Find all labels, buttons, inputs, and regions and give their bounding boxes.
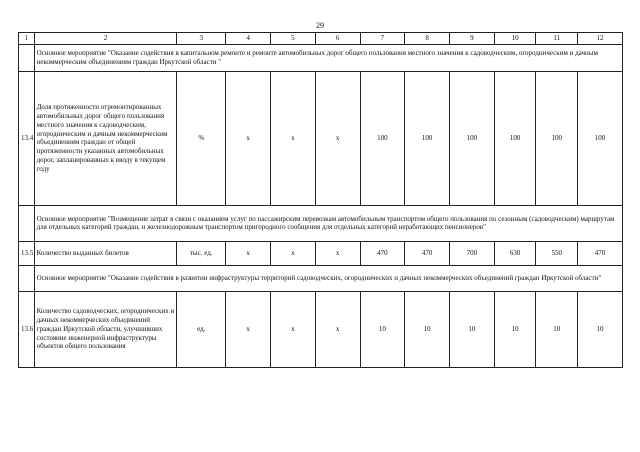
- page-number: 29: [316, 21, 324, 30]
- indicator-name: Количество выданных билетов: [34, 241, 177, 265]
- unit-cell: %: [177, 71, 226, 205]
- col-header: 4: [226, 33, 271, 45]
- row-number: 13.6: [19, 291, 35, 367]
- value-cell: х: [315, 241, 360, 265]
- row-number: 13.4: [19, 71, 35, 205]
- col-header: 8: [405, 33, 450, 45]
- value-cell: 100: [494, 71, 536, 205]
- value-cell: х: [270, 291, 315, 367]
- value-cell: 700: [450, 241, 495, 265]
- value-cell: 10: [494, 291, 536, 367]
- value-cell: 10: [360, 291, 405, 367]
- value-cell: 470: [360, 241, 405, 265]
- unit-cell: тыс. ед.: [177, 241, 226, 265]
- header-row: [19, 33, 623, 45]
- col-header: 2: [34, 33, 177, 45]
- section-row: [19, 205, 623, 241]
- value-cell: х: [270, 71, 315, 205]
- section-row: [19, 44, 623, 71]
- value-cell: 470: [405, 241, 450, 265]
- col-header: 7: [360, 33, 405, 45]
- empty-cell: [19, 205, 35, 241]
- col-header: 1: [19, 33, 35, 45]
- value-cell: х: [315, 291, 360, 367]
- section-title: Основное мероприятие "Оказание содействия в развитии инфраструктуры территорий садоводческих, огороднических и дачных некоммерческих объединений граждан Иркутской области": [34, 265, 622, 291]
- value-cell: х: [226, 241, 271, 265]
- value-cell: 470: [578, 241, 623, 265]
- indicators-table: [18, 32, 623, 368]
- value-cell: х: [226, 71, 271, 205]
- section-title: Основное мероприятие "Оказание содействия в капитальном ремонте и ремонте автомобильных дорог общего пользования местного значения к садоводческим, огородническим и дачным некоммерческим объединениям граждан Иркутской области ": [34, 44, 622, 71]
- col-header: 10: [494, 33, 536, 45]
- section-title: Основное мероприятие "Возмещение затрат в связи с оказанием услуг по пассажирским перевозкам автомобильным транспортом общего пользования по сезонным (садоводческим) маршрутам для отдельных категорий граждан, и железнодорожным транспортом пригородного сообщения для отдельных категорий неработающих пенсионеров": [34, 205, 622, 241]
- col-header: 5: [270, 33, 315, 45]
- col-header: 11: [536, 33, 578, 45]
- value-cell: х: [315, 71, 360, 205]
- value-cell: х: [226, 291, 271, 367]
- indicator-name: Количество садоводческих, огороднических и дачных некоммерческих объединений граждан Иркутской области, улучшивших состояние инженерной инфраструктуры объектов общего пользования: [34, 291, 177, 367]
- value-cell: 100: [360, 71, 405, 205]
- indicator-name: Доля протяженности отремонтированных автомобильных дорог общего пользования местного значения к садоводческим, огородническим и дачным некоммерческим объединениям граждан от общей протяженности указанных автомобильных дорог, запланированных к вводу в текущем году: [34, 71, 177, 205]
- col-header: 12: [578, 33, 623, 45]
- table-row: [19, 291, 623, 367]
- empty-cell: [19, 44, 35, 71]
- row-number: 13.5: [19, 241, 35, 265]
- value-cell: 10: [536, 291, 578, 367]
- value-cell: 550: [536, 241, 578, 265]
- section-row: [19, 265, 623, 291]
- value-cell: 100: [536, 71, 578, 205]
- col-header: 3: [177, 33, 226, 45]
- value-cell: 100: [405, 71, 450, 205]
- table-row: [19, 241, 623, 265]
- col-header: 6: [315, 33, 360, 45]
- table-row: [19, 71, 623, 205]
- value-cell: 100: [450, 71, 495, 205]
- value-cell: х: [270, 241, 315, 265]
- empty-cell: [19, 265, 35, 291]
- value-cell: 100: [578, 71, 623, 205]
- value-cell: 10: [578, 291, 623, 367]
- value-cell: 10: [450, 291, 495, 367]
- unit-cell: ед.: [177, 291, 226, 367]
- value-cell: 10: [405, 291, 450, 367]
- value-cell: 630: [494, 241, 536, 265]
- col-header: 9: [450, 33, 495, 45]
